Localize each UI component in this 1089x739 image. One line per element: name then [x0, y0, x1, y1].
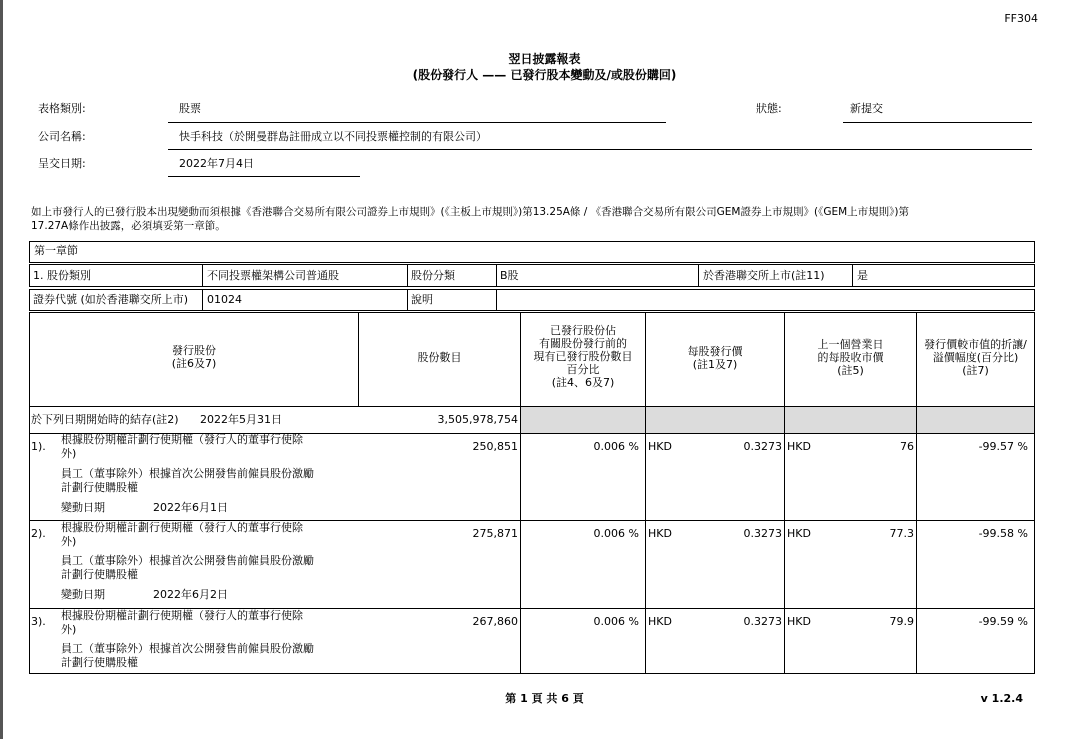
row-2-description: 員工（董事除外）根據首次公開發售前僱員股份激勵 計劃行使購股權: [61, 554, 314, 581]
opening-balance-date: 2022年5月31日: [200, 413, 282, 426]
row-1-price-currency: HKD: [648, 440, 672, 453]
stock-code-label: 證券代號 (如於香港聯交所上市): [33, 293, 189, 306]
page-title: 翌日披露報表: [508, 52, 581, 66]
opening-balance-label: 於下列日期開始時的結存(註2): [31, 413, 179, 426]
header-num-shares: 股份數目: [417, 351, 462, 364]
row-2-num: 2).: [31, 527, 46, 540]
status-value: 新提交: [850, 102, 883, 115]
row-1-close-currency: HKD: [787, 440, 811, 453]
form-type-underline: [168, 122, 666, 123]
company-name-value: 快手科技（於開曼群島註冊成立以不同投票權控制的有限公司）: [179, 130, 487, 143]
row-3-type: 根據股份期權計劃行使期權（發行人的董事行使除 外): [61, 609, 303, 636]
row-1-type: 根據股份期權計劃行使期權（發行人的董事行使除 外): [61, 433, 303, 460]
status-label: 狀態:: [756, 102, 782, 115]
submit-date-value: 2022年7月4日: [179, 157, 254, 170]
row-1-price: 0.3273: [743, 440, 782, 453]
row-2-pct: 0.006 %: [593, 527, 639, 540]
row-2-change-date: 2022年6月2日: [153, 588, 228, 601]
row-2-close: 77.3: [889, 527, 914, 540]
header-issue-price: 每股發行價 (註1及7): [687, 345, 743, 371]
row-3-price-currency: HKD: [648, 615, 672, 628]
share-class-label: 1. 股份類別: [33, 269, 91, 282]
description-label: 說明: [411, 293, 433, 306]
submit-date-underline: [168, 176, 360, 177]
row-1-shares: 250,851: [472, 440, 518, 453]
row-2-price: 0.3273: [743, 527, 782, 540]
version-label: v 1.2.4: [980, 692, 1023, 705]
row-1-discount: -99.57 %: [978, 440, 1028, 453]
row-1-change-date: 2022年6月1日: [153, 501, 228, 514]
submit-date-label: 呈交日期:: [38, 157, 86, 170]
share-category-label: 股份分類: [411, 269, 455, 282]
row-1-description: 員工（董事除外）根據首次公開發售前僱員股份激勵 計劃行使購股權: [61, 467, 314, 494]
header-issued-shares: 發行股份 (註6及7): [171, 344, 217, 370]
row-1-pct: 0.006 %: [593, 440, 639, 453]
row-1-close: 76: [900, 440, 914, 453]
row-3-num: 3).: [31, 615, 46, 628]
share-class-row: [29, 264, 1035, 287]
row-2-type: 根據股份期權計劃行使期權（發行人的董事行使除 外): [61, 521, 303, 548]
header-closing-price: 上一個營業日 的每股收市價 (註5): [817, 338, 884, 377]
form-type-value: 股票: [179, 102, 201, 115]
row-3-shares: 267,860: [472, 615, 518, 628]
opening-balance-shares: 3,505,978,754: [437, 413, 518, 426]
row-3-pct: 0.006 %: [593, 615, 639, 628]
row-2-close-currency: HKD: [787, 527, 811, 540]
row-2-price-currency: HKD: [648, 527, 672, 540]
form-type-label: 表格類別:: [38, 102, 86, 115]
row-3-close-currency: HKD: [787, 615, 811, 628]
row-1-change-label: 變動日期: [61, 501, 105, 514]
listed-label: 於香港聯交所上市(註11): [703, 269, 825, 282]
company-name-underline: [168, 149, 1032, 150]
stock-code-value: 01024: [207, 293, 242, 306]
header-pct-issued: 已發行股份佔 有關股份發行前的 現有已發行股份數目 百分比 (註4、6及7): [533, 324, 633, 389]
section-title: 第一章節: [34, 244, 78, 257]
row-3-close: 79.9: [889, 615, 914, 628]
opening-row-shade: [521, 406, 1034, 433]
share-class-value: 不同投票權架構公司普通股: [207, 269, 339, 282]
row-2-shares: 275,871: [472, 527, 518, 540]
section-header-box: [29, 241, 1035, 263]
status-underline: [843, 122, 1032, 123]
page-number: 第 1 頁 共 6 頁: [505, 692, 584, 705]
row-2-change-label: 變動日期: [61, 588, 105, 601]
page-subtitle: (股份發行人 —— 已發行股本變動及/或股份購回): [412, 68, 677, 82]
row-3-discount: -99.59 %: [978, 615, 1028, 628]
intro-text-line2: 17.27A條作出披露，必須填妥第一章節。: [31, 220, 226, 232]
page-edge: [0, 0, 3, 739]
form-code: FF304: [1004, 12, 1038, 25]
listed-value: 是: [857, 269, 868, 282]
row-2-discount: -99.58 %: [978, 527, 1028, 540]
intro-text-line1: 如上市發行人的已發行股本出現變動而須根據《香港聯合交易所有限公司證券上市規則》(《主板上市規則》)第13.25A條 / 《香港聯合交易所有限公司GEM證券上市規則》(《GEM上市規則》)第: [31, 206, 909, 218]
row-3-price: 0.3273: [743, 615, 782, 628]
row-1-num: 1).: [31, 440, 46, 453]
header-discount: 發行價較市值的折讓/ 溢價幅度(百分比) (註7): [924, 338, 1027, 377]
share-category-value: B股: [500, 269, 519, 282]
row-3-description: 員工（董事除外）根據首次公開發售前僱員股份激勵 計劃行使購股權: [61, 642, 314, 669]
company-name-label: 公司名稱:: [38, 130, 86, 143]
